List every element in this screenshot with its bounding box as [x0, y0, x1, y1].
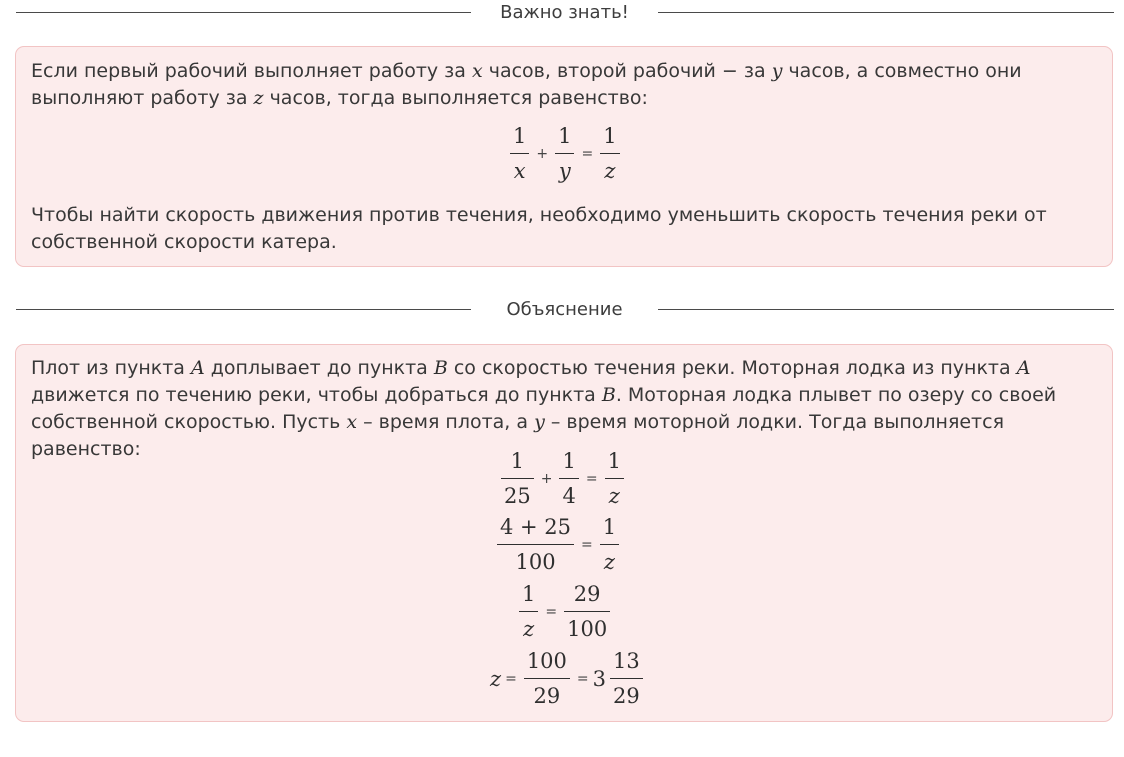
- section-title-important: Важно знать!: [500, 2, 629, 23]
- fraction: $\frac{13}{29}$: [610, 648, 643, 709]
- fraction: $\frac{29}{100}$: [564, 581, 610, 642]
- math-var: y: [534, 411, 545, 433]
- fraction: $\frac{1}{25}$: [501, 448, 534, 509]
- explanation-card: [15, 344, 1113, 722]
- section-title-explanation: Объяснение: [506, 299, 623, 320]
- equation-3: $\frac{1}{z}$ = $\frac{29}{100}$: [516, 581, 613, 642]
- math-var: x: [471, 60, 483, 82]
- section-divider-important: [16, 1, 1114, 25]
- fraction: $\frac{1}{z}$: [600, 514, 619, 575]
- divider-line-left: [16, 309, 471, 310]
- divider-line-right: [658, 309, 1114, 310]
- fraction: $\frac{100}{29}$: [524, 648, 570, 709]
- math-var: x: [346, 411, 358, 433]
- math-var: B: [601, 384, 616, 406]
- section-divider-explanation: [16, 298, 1114, 322]
- divider-line-right: [658, 12, 1114, 13]
- math-var: z: [253, 87, 264, 109]
- equation-4: z = $\frac{100}{29}$ = 3 $\frac{13}{29}$: [490, 648, 646, 709]
- fraction: $\frac{1}{z}$: [605, 448, 624, 509]
- divider-line-left: [16, 12, 471, 13]
- fraction: $\frac{1}{z}$: [519, 581, 538, 642]
- math-var: A: [1016, 357, 1031, 379]
- equation-1: $\frac{1}{25}$ + $\frac{1}{4}$ = $\frac{1}{z}$: [498, 448, 627, 509]
- fraction: $\frac{1}{4}$: [559, 448, 578, 509]
- important-info-card: [15, 46, 1113, 267]
- fraction: $\frac{4 + 25}{100}$: [497, 514, 574, 575]
- math-var: A: [190, 357, 205, 379]
- equation-2: $\frac{4 + 25}{100}$ = $\frac{1}{z}$: [494, 514, 622, 575]
- current-speed-text: Чтобы найти скорость движения против течения, необходимо уменьшить скорость течения реки от собственной скорости катера.: [31, 204, 1047, 253]
- math-var: y: [771, 60, 783, 82]
- explanation-text: Плот из пункта A доплывает до пункта B со скоростью течения реки. Моторная лодка из пункта A движется по течению реки, чтобы добраться до пункта B. Моторная лодка плывет по озеру со своей собственной скоростью. Пусть x – время плота, а y – время моторной лодки. Тогда выполняется равенство:: [31, 357, 1057, 460]
- work-rule-text: Если первый рабочий выполняет работу за x часов, второй рабочий − за y часов, а совместно они выполняют работу за z часов, тогда выполняется равенство:: [31, 60, 1022, 109]
- fraction: $\frac{1}{y}$: [555, 123, 574, 184]
- fraction: $\frac{1}{x}$: [510, 123, 529, 184]
- fraction: $\frac{1}{z}$: [600, 123, 619, 184]
- math-var: B: [433, 357, 448, 379]
- work-formula: $\frac{1}{x}$ + $\frac{1}{y}$ = $\frac{1}{z}$: [507, 123, 623, 184]
